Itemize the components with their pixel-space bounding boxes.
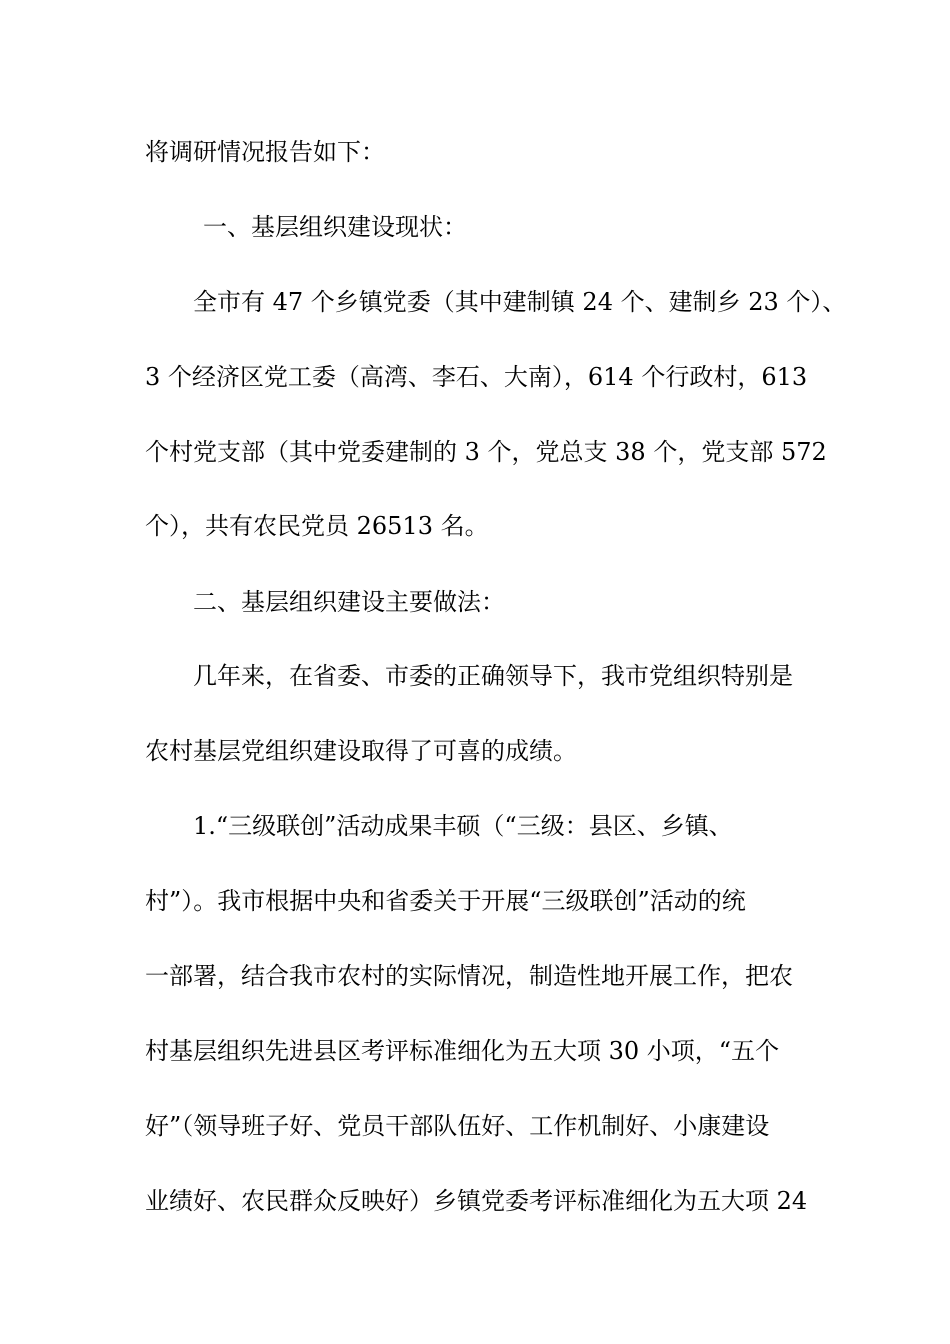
- text-line: 村基层组织先进县区考评标准细化为五大项 30 小项，“五个: [145, 1037, 780, 1065]
- text-line: 将调研情况报告如下：: [145, 138, 385, 166]
- text-line: 全市有 47 个乡镇党委（其中建制镇 24 个、建制乡 23 个）、: [193, 288, 847, 316]
- text-line: 3 个经济区党工委（高湾、李石、大南），614 个行政村，613: [145, 363, 808, 391]
- section-heading: 一、基层组织建设现状：: [203, 213, 467, 241]
- text-line: 农村基层党组织建设取得了可喜的成绩。: [145, 737, 577, 765]
- text-line: 几年来，在省委、市委的正确领导下，我市党组织特别是: [193, 662, 793, 690]
- text-line: 个），共有农民党员 26513 名。: [145, 512, 489, 540]
- text-line: 一部署，结合我市农村的实际情况，制造性地开展工作，把农: [145, 962, 793, 990]
- text-line: 好”（领导班子好、党员干部队伍好、工作机制好、小康建设: [145, 1112, 770, 1140]
- text-line: 1.“三级联创”活动成果丰硕（“三级：县区、乡镇、: [193, 812, 733, 840]
- text-line: 个村党支部（其中党委建制的 3 个，党总支 38 个，党支部 572: [145, 438, 827, 466]
- text-line: 村”）。我市根据中央和省委关于开展“三级联创”活动的统: [145, 887, 746, 915]
- text-line: 业绩好、农民群众反映好）乡镇党委考评标准细化为五大项 24: [145, 1187, 808, 1215]
- section-heading: 二、基层组织建设主要做法：: [193, 588, 505, 616]
